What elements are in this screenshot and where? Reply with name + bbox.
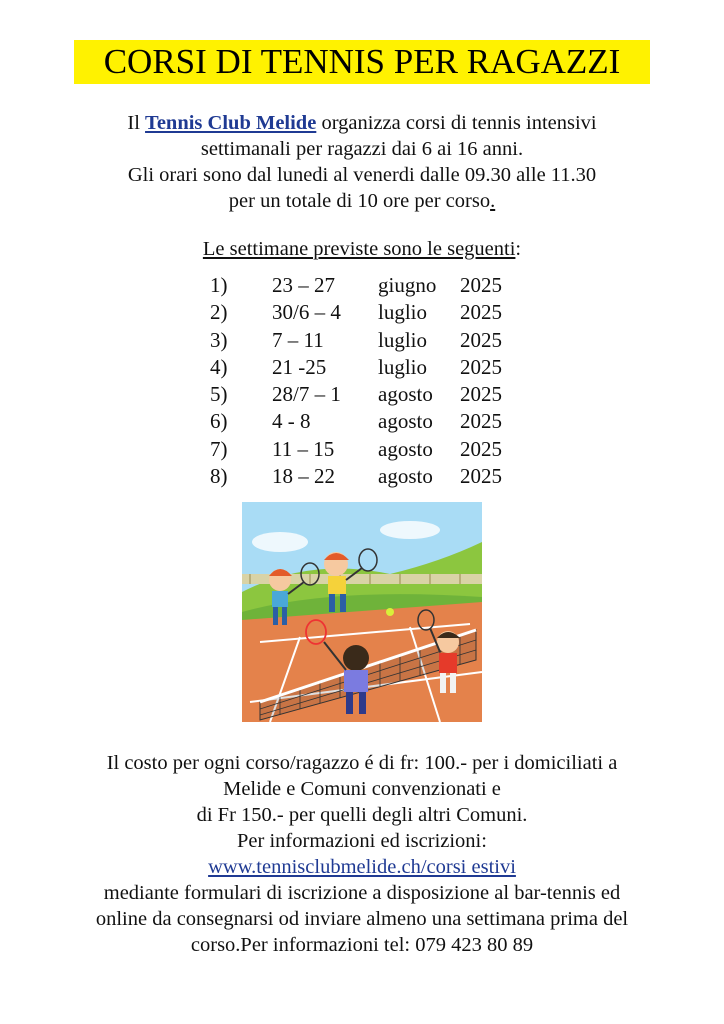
week-row <box>200 436 540 463</box>
intro-line-2: settimanali per ragazzi dai 6 ai 16 anni. <box>200 138 524 160</box>
tennis-kids-illustration <box>240 502 484 722</box>
week-year: 2025 <box>460 464 502 489</box>
weeks-heading-colon: : <box>515 238 522 260</box>
week-number: 5) <box>210 382 228 407</box>
week-row <box>200 272 540 299</box>
tennis-ball <box>386 608 394 616</box>
cost-line-1: Il costo per ogni corso/ragazzo é di fr: 100.- per i domiciliati a <box>106 752 618 774</box>
week-row <box>200 408 540 435</box>
week-year: 2025 <box>460 327 502 352</box>
week-row <box>200 381 540 408</box>
cost-line-3: di Fr 150.- per quelli degli altri Comuni. <box>196 804 528 826</box>
info-line: Per informazioni ed iscrizioni: <box>237 830 487 852</box>
website-link[interactable]: www.tennisclubmelide.ch/corsi estivi <box>208 856 516 878</box>
week-number: 3) <box>210 327 228 352</box>
weeks-heading-text: Le settimane previste sono le seguenti <box>202 238 516 260</box>
intro-line-4-end: . <box>490 190 496 212</box>
week-days: 4 - 8 <box>272 409 311 434</box>
week-days: 28/7 – 1 <box>272 382 341 407</box>
contact-line: corso.Per informazioni tel: 079 423 80 89 <box>190 934 534 956</box>
cost-line-2: Melide e Comuni convenzionati e <box>223 778 501 800</box>
tennis-court-drawing <box>240 502 484 722</box>
week-month: luglio <box>378 300 428 325</box>
week-days: 11 – 15 <box>272 436 335 461</box>
form-line-1: mediante formulari di iscrizione a disposizione al bar-tennis ed <box>103 882 621 904</box>
week-number: 1) <box>210 273 228 297</box>
intro-line-4-text: per un totale di 10 ore per corso <box>228 190 491 212</box>
week-month: agosto <box>378 464 433 489</box>
week-year: 2025 <box>460 354 502 379</box>
week-days: 30/6 – 4 <box>272 300 341 325</box>
intro-paragraph <box>60 110 664 214</box>
week-month: agosto <box>378 409 433 434</box>
week-days: 7 – 11 <box>272 327 324 352</box>
outro-paragraph <box>40 750 684 958</box>
intro-line-1 <box>60 110 664 136</box>
week-row <box>200 327 540 354</box>
week-year: 2025 <box>460 300 502 325</box>
website-line <box>40 854 684 880</box>
week-month: agosto <box>378 436 433 461</box>
week-number: 7) <box>210 436 228 461</box>
week-year: 2025 <box>460 273 502 297</box>
week-row <box>200 463 540 490</box>
intro-line-3: Gli orari sono dal lunedi al venerdi dalle 09.30 alle 11.30 <box>127 164 597 186</box>
week-number: 8) <box>210 464 228 489</box>
week-row <box>200 299 540 326</box>
intro-prefix: Il <box>127 112 146 134</box>
week-number: 4) <box>210 354 228 379</box>
club-name: Tennis Club Melide <box>145 112 317 134</box>
week-year: 2025 <box>460 436 502 461</box>
week-days: 18 – 22 <box>272 464 335 489</box>
intro-line-1-rest: organizza corsi di tennis intensivi <box>316 112 597 134</box>
week-year: 2025 <box>460 409 502 434</box>
week-days: 23 – 27 <box>272 273 335 297</box>
form-line-2: online da consegnarsi od inviare almeno una settimana prima del <box>95 908 629 930</box>
week-days: 21 -25 <box>272 354 327 379</box>
week-month: agosto <box>378 382 433 407</box>
week-number: 2) <box>210 300 228 325</box>
week-row <box>200 354 540 381</box>
week-month: giugno <box>378 273 437 297</box>
week-number: 6) <box>210 409 228 434</box>
week-month: luglio <box>378 354 428 379</box>
page-title: CORSI DI TENNIS PER RAGAZZI <box>74 40 650 84</box>
week-month: luglio <box>378 327 428 352</box>
week-year: 2025 <box>460 382 502 407</box>
weeks-heading <box>60 236 664 262</box>
intro-line-4 <box>60 188 664 214</box>
weeks-list <box>200 272 540 490</box>
